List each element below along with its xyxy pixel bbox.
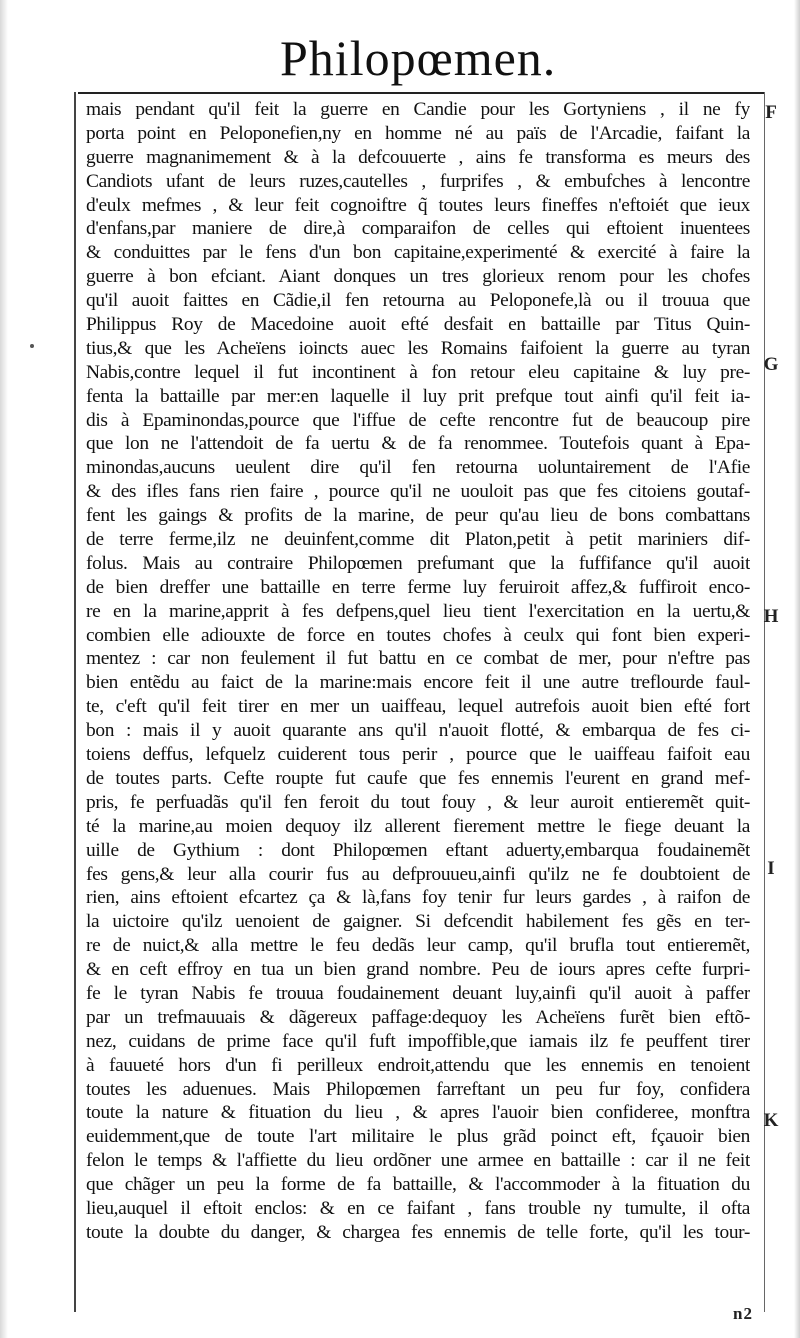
text-line: rien, ains eftoient efcartez ça & là,fans foy tenir fur leurs gardes , à raifon de xyxy=(86,887,750,909)
text-line: & des ifles fans rien faire , pource qu'il ne uouloit pas que fes citoiens goutaf- xyxy=(86,481,750,503)
margin-marker-g: G xyxy=(763,354,779,375)
margin-marker-k: K xyxy=(763,1110,779,1131)
text-line: Philippus Roy de Macedoine auoit efté desfait en battaille par Titus Quin- xyxy=(86,314,750,336)
text-line: fent les gaings & profits de la marine, de peur qu'au lieu de bons combattans xyxy=(86,505,750,527)
text-line: toute la doubte du danger, & chargea fes ennemis de telle forte, qu'il les tour- xyxy=(86,1221,750,1243)
text-line: lieu,auquel il eftoit enclos: & en ce faifant , fans trouble ny tumulte, il ofta xyxy=(86,1197,750,1219)
margin-marker-i: I xyxy=(767,858,775,879)
text-line: euidemment,que de toute l'art militaire le plus grãd poinct eft, fçauoir bien xyxy=(86,1126,750,1148)
text-line: re de nuict,& alla mettre le feu dedãs leur camp, qu'il brufla tout entieremẽt, xyxy=(86,935,750,957)
margin-marker-f: F xyxy=(765,102,777,123)
text-line: Nabis,contre lequel il fut incontinent à fon retour eleu capitaine & luy pre- xyxy=(86,361,750,383)
text-line: de toutes parts. Cefte roupte fut caufe que fes ennemis l'eurent en grand mef- xyxy=(86,767,750,789)
page-edge-shadow-left xyxy=(0,0,8,1338)
header-rule xyxy=(78,92,764,94)
text-line: mais pendant qu'il feit la guerre en Candie pour les Gortyniens , il ne fy xyxy=(86,99,750,120)
margin-marker-h: H xyxy=(763,606,779,627)
text-line: fes gens,& leur alla courir fus au defprouueu,ainfi qu'ilz ne fe doubtoient de xyxy=(86,863,750,885)
text-line: d'eulx mefmes , & leur feit cognoiftre q̃ toutes leurs fineffes n'eftoiét que ieux xyxy=(86,194,750,216)
text-line: toute la nature & fituation du lieu , & apres l'auoir bien confideree, monftra xyxy=(86,1102,750,1124)
text-line: te, c'eft qu'il feit tirer en mer un uaiffeau, lequel autrefois auoit bien efté fort xyxy=(86,696,750,718)
text-line: la uictoire qu'ilz uenoient de gaigner. Si defcendit habilement fes gẽs en ter- xyxy=(86,911,750,933)
signature-mark: n2 xyxy=(733,1304,753,1323)
text-line: d'enfans,par maniere de dire,à comparaifon de celles qui eftoient inuentees xyxy=(86,218,750,240)
text-line: & en ceft effroy en tua un bien grand nombre. Peu de iours apres cefte furpri- xyxy=(86,959,750,981)
text-line: que lon ne l'attendoit de fa uertu & de fa renommee. Toutefois quant à Epa- xyxy=(86,433,750,455)
text-line: de bien dreffer une battaille en terre ferme luy feruiroit affez,& fuffiroit enco- xyxy=(86,576,750,598)
text-line: combien elle adiouxte de force en toutes chofes à ceulx qui font bien experi- xyxy=(86,624,750,646)
text-line: guerre à bon efciant. Aiant donques un tres glorieux renom pour les chofes xyxy=(86,266,750,288)
text-line: mentez : car non feulement il fut battu en ce combat de mer, pour n'eftre pas xyxy=(86,648,750,670)
text-line: que chãger un peu la forme de fa battaille, & l'accommoder à la fituation du xyxy=(86,1174,750,1196)
text-line: folus. Mais au contraire Philopœmen prefumant que la fuffifance qu'il auoit xyxy=(86,552,750,574)
left-margin-rule xyxy=(74,92,76,1312)
text-line: de terre ferme,ilz ne deuinfent,comme dit Platon,petit à petit mariniers dif- xyxy=(86,529,750,551)
body-text xyxy=(86,98,750,1245)
text-line: dis à Epaminondas,pource que l'iffue de cefte rencontre fut de beaucoup pire xyxy=(86,409,750,431)
text-line: uille de Gythium : dont Philopœmen eftant aduerty,embarqua foudainemẽt xyxy=(86,839,750,861)
page-edge-shadow-right xyxy=(794,0,800,1338)
text-line: & conduittes par le fens d'un bon capitaine,experimenté & exercité à faire la xyxy=(86,242,750,264)
running-title: Philopœmen. xyxy=(280,30,557,86)
text-line: té la marine,au moien dequoy ilz allerent fierement mettre le fiege deuant la xyxy=(86,815,750,837)
ink-speck xyxy=(30,344,34,348)
text-line: guerre magnanimement & à la defcouuerte , ains fe transforma es meurs des xyxy=(86,146,750,168)
text-line: bon : mais il y auoit quarante ans qu'il n'auoit flotté, & embarqua de fes ci- xyxy=(86,720,750,742)
text-line: nez, cuidans de prime face qu'il fuft impoffible,que iamais ilz fe peuffent tirer xyxy=(86,1030,750,1052)
text-line: fenta la battaille par mer:en laquelle il luy prit prefque tout ainfi qu'il feit ia- xyxy=(86,385,750,407)
text-line: minondas,aucuns ueulent dire qu'il fen retourna uoluntairement de l'Afie xyxy=(86,457,750,479)
text-line: fe le tyran Nabis fe trouua foudainement deuant luy,ainfi qu'il auoit à paffer xyxy=(86,982,750,1004)
text-line: tius,& que les Acheïens ioincts auec les Romains faifoient la guerre au tyran xyxy=(86,337,750,359)
text-line: qu'il auoit faittes en Cãdie,il fen retourna au Peloponefe,là ou il trouua que xyxy=(86,290,750,312)
text-line: toutes les aduenues. Mais Philopœmen farreftant un peu fur foy, confidera xyxy=(86,1078,750,1100)
text-line: porta point en Peloponefien,ny en homme né au païs de l'Arcadie, faifant la xyxy=(86,122,750,144)
text-line: bien entẽdu au faict de la marine:mais encore feit il une autre treflourde faul- xyxy=(86,672,750,694)
text-line: felon le temps & l'affiette du lieu ordõner une armee en battaille : car il ne feit xyxy=(86,1150,750,1172)
text-line: pris, fe perfuadãs qu'il fen feroit du tout fouy , & leur auroit entieremẽt quit- xyxy=(86,791,750,813)
text-line: Candiots ufant de leurs ruzes,cautelles , furprifes , & embufches à lencontre xyxy=(86,170,750,192)
text-line: par un trefmauuais & dãgereux paffage:dequoy les Acheïens furẽt bien eftõ- xyxy=(86,1006,750,1028)
text-line: re en la marine,apprit à fes defpens,quel lieu tient l'exercitation en la uertu,& xyxy=(86,600,750,622)
text-line: à fauueté hors d'un fi perilleux endroit,attendu que les ennemis en tenoient xyxy=(86,1054,750,1076)
text-line: toiens deffus, lefquelz cuiderent tous perir , pource que le uaiffeau faifoit eau xyxy=(86,744,750,766)
